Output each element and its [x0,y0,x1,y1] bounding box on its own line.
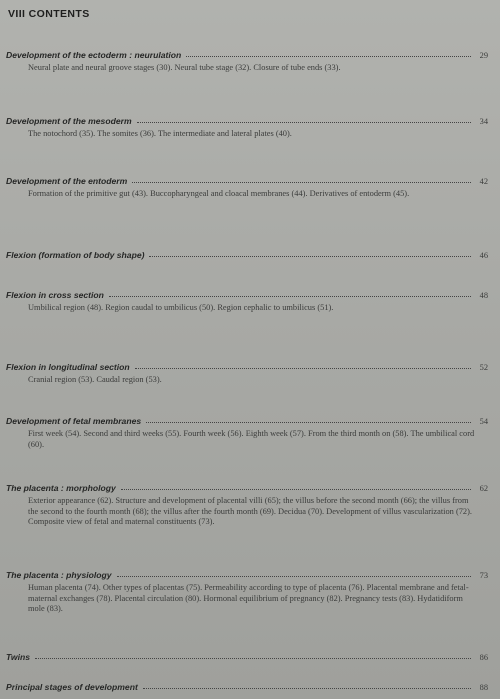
page-number: 46 [479,251,488,260]
toc-entry-principal-stages [6,682,488,692]
dot-leader [149,255,471,257]
toc-entry-flexion-cross-section [6,290,488,314]
entry-title: Development of fetal membranes [6,416,142,426]
entry-title: The placenta : physiology [6,570,112,580]
dot-leader [143,687,471,689]
entry-title: Twins [6,652,31,662]
entry-title: Development of the entoderm [6,176,128,186]
page-number: 54 [479,417,488,426]
dot-leader [117,575,471,577]
toc-entry-flexion-longitudinal [6,362,488,386]
toc-entry-placenta-physiology [6,570,488,615]
toc-entry-twins [6,652,488,662]
toc-entry-fetal-membranes [6,416,488,450]
entry-title: The placenta : morphology [6,483,116,493]
dot-leader [146,421,471,423]
entry-subtopics: Neural plate and neural groove stages (30). Neural tube stage (32). Closure of tube ends (33). [28,63,341,72]
toc-entry-ectoderm [6,50,488,74]
page-number: 86 [479,653,488,662]
dot-leader [35,657,471,659]
entry-subtopics: Exterior appearance (62). Structure and development of placental villi (65); the villus before the second month (66); the villus from the second to the fourth month (68); the villus after the fourth month (69). Decidua (70). Development of villus vascularization (72). Composite view of fetal and maternal constituents (73). [28,496,472,527]
dot-leader [109,295,471,297]
dot-leader [121,488,471,490]
page-number: 62 [479,484,488,493]
running-header: VIII CONTENTS [8,8,90,20]
dot-leader [135,367,471,369]
entry-title: Development of the ectoderm : neurulation [6,50,182,60]
toc-entry-placenta-morphology [6,483,488,528]
toc-entry-flexion [6,250,488,260]
entry-subtopics: Human placenta (74). Other types of placentas (75). Permeability according to type of placenta (76). Placental membrane and fetal-maternal exchanges (78). Placental circulation (80). Hormonal equilibrium of pregnancy (82). Pregnancy tests (83). Hydatidiform mole (83). [28,583,469,614]
page-number: 52 [479,363,488,372]
toc-entry-mesoderm [6,116,488,140]
entry-title: Principal stages of development [6,682,138,692]
entry-title: Flexion in longitudinal section [6,362,130,372]
entry-title: Development of the mesoderm [6,116,132,126]
entry-subtopics: First week (54). Second and third weeks (55). Fourth week (56). Eighth week (57). From the third month on (58). The umbilical cord (60). [28,429,475,449]
entry-subtopics: Umbilical region (48). Region caudal to umbilicus (50). Region cephalic to umbilicus (51). [28,303,334,312]
page-number: 42 [479,177,488,186]
entry-title: Flexion (formation of body shape) [6,250,145,260]
entry-title: Flexion in cross section [6,290,104,300]
page-number: 73 [479,571,488,580]
entry-subtopics: Cranial region (53). Caudal region (53). [28,375,162,384]
toc-entry-entoderm [6,176,488,200]
entry-subtopics: The notochord (35). The somites (36). The intermediate and lateral plates (40). [28,129,292,138]
dot-leader [132,181,471,183]
page-number: 29 [479,51,488,60]
dot-leader [137,121,471,123]
dot-leader [186,55,471,57]
page-number: 34 [479,117,488,126]
entry-subtopics: Formation of the primitive gut (43). Buccopharyngeal and cloacal membranes (44). Derivatives of entoderm (45). [28,189,410,198]
page-number: 88 [479,683,488,692]
page-number: 48 [479,291,488,300]
